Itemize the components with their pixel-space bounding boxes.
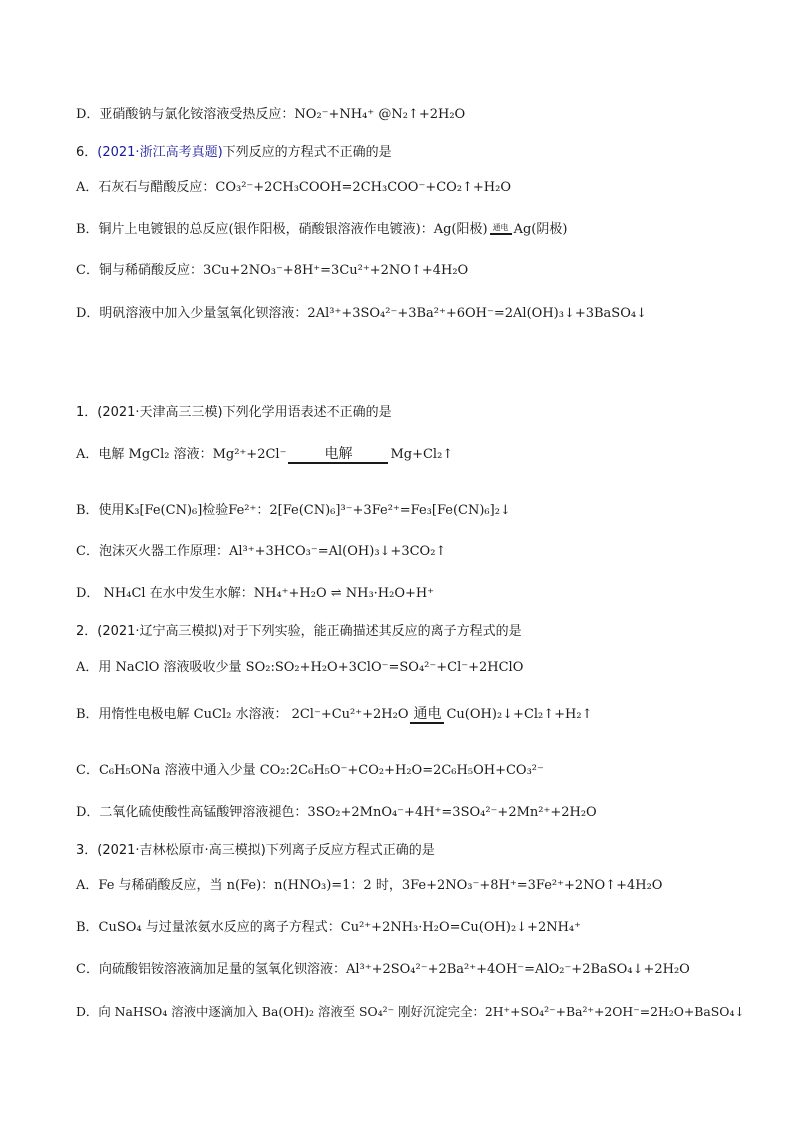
q6-option-b: B．铜片上电镀银的总反应(银作阳极，硝酸银溶液作电镀液)：Ag(阳极) 通电 Ag(阴极) [76,222,568,237]
q2-option-c: C．C₆H₅ONa 溶液中通入少量 CO₂:2C₆H₅O⁻+CO₂+H₂O=2C₆H₅OH+CO₃²⁻ [76,763,544,778]
q6-option-a: A．石灰石与醋酸反应：CO₃²⁻+2CH₃COOH=2CH₃COO⁻+CO₂↑+H₂O [76,180,512,195]
q3-option-b: B．CuSO₄ 与过量浓氨水反应的离子方程式：Cu²⁺+2NH₃·H₂O=Cu(OH)₂↓+2NH₄⁺ [76,920,582,935]
q1-heading: 1．(2021·天津高三三模)下列化学用语表述不正确的是 [76,405,392,420]
q2-option-b: B．用惰性电极电解 CuCl₂ 水溶液： 2Cl⁻+Cu²⁺+2H₂O 通电 Cu(OH)₂↓+Cl₂↑+H₂↑ [76,706,593,722]
q1-option-d: D． NH₄Cl 在水中发生水解：NH₄⁺+H₂O ⇌ NH₃·H₂O+H⁺ [76,586,435,601]
q6-option-d: D．明矾溶液中加入少量氢氧化钡溶液：2Al³⁺+3SO₄²⁻+3Ba²⁺+6OH⁻=2Al(OH)₃↓+3BaSO₄↓ [76,306,647,321]
q2-heading: 2．(2021·辽宁高三模拟)对于下列实验，能正确描述其反应的离子方程式的是 [76,624,522,639]
q6-source: (2021·浙江高考真题) [97,145,223,160]
q2-option-d: D．二氧化硫使酸性高锰酸钾溶液褪色：3SO₂+2MnO₄⁻+4H⁺=3SO₄²⁻+2Mn²⁺+2H₂O [76,805,597,820]
q6-heading: 6．(2021·浙江高考真题)下列反应的方程式不正确的是 [76,145,392,160]
q3-option-a: A．Fe 与稀硝酸反应，当 n(Fe)：n(HNO₃)=1：2 时，3Fe+2NO₃⁻+8H⁺=3Fe²⁺+2NO↑+4H₂O [76,878,663,893]
q5-option-d: D．亚硝酸钠与氯化铵溶液受热反应：NO₂⁻+NH₄⁺ @N₂↑+2H₂O [76,107,466,122]
q1-option-a: A．电解 MgCl₂ 溶液：Mg²⁺+2Cl⁻ 电解 Mg+Cl₂↑ [76,446,454,462]
q6-option-c: C．铜与稀硝酸反应：3Cu+2NO₃⁻+8H⁺=3Cu²⁺+2NO↑+4H₂O [76,263,469,278]
q3-option-d: D．向 NaHSO₄ 溶液中逐滴加入 Ba(OH)₂ 溶液至 SO₄²⁻ 刚好沉淀完全：2H⁺+SO₄²⁻+Ba²⁺+2OH⁻=2H₂O+BaSO₄↓ [76,1004,745,1019]
q3-heading: 3．(2021·吉林松原市·高三模拟)下列离子反应方程式正确的是 [76,843,435,858]
q1-option-b: B．使用K₃[Fe(CN)₆]检验Fe²⁺：2[Fe(CN)₆]³⁻+3Fe²⁺=Fe₃[Fe(CN)₆]₂↓ [76,503,511,518]
q1-option-c: C．泡沫灭火器工作原理：Al³⁺+3HCO₃⁻=Al(OH)₃↓+3CO₂↑ [76,544,447,559]
reaction-condition-arrow: 电解 [286,447,390,464]
q2-option-a: A．用 NaClO 溶液吸收少量 SO₂:SO₂+H₂O+3ClO⁻=SO₄²⁻+Cl⁻+2HClO [76,660,524,675]
reaction-condition-arrow: 通电 [488,224,514,235]
q3-option-c: C．向硫酸铝铵溶液滴加足量的氢氧化钡溶液：Al³⁺+2SO₄²⁻+2Ba²⁺+4OH⁻=AlO₂⁻+2BaSO₄↓+2H₂O [76,962,690,977]
reaction-condition-arrow: 通电 [408,707,446,724]
